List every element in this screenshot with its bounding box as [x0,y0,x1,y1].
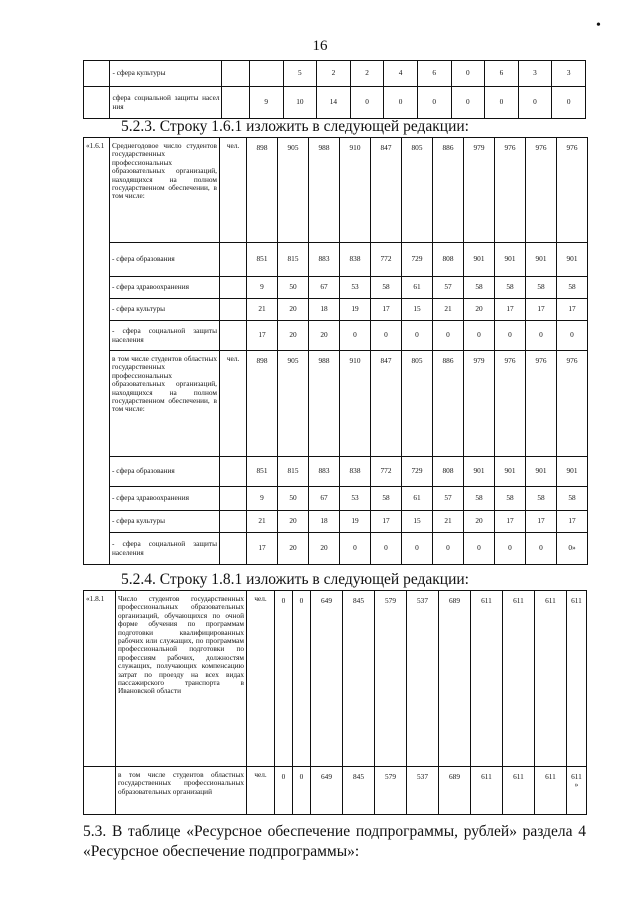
value-cell: 729 [402,243,433,277]
table-top [83,60,586,119]
value-cell: 988 [309,351,340,457]
value-cell: 50 [278,487,309,511]
value-cell: 905 [278,138,309,243]
value-cell: 537 [407,591,439,767]
row-label: - сфера здравоохранения [110,277,220,299]
unit-cell [220,277,247,299]
value-cell: 58 [557,487,588,511]
value-cell: 58 [495,277,526,299]
value-cell: 0 [433,321,464,351]
value-cell: 901 [464,457,495,487]
value-cell: 17 [495,299,526,321]
value-cell: 20 [278,511,309,533]
value-cell: 901 [526,243,557,277]
unit-cell [220,511,247,533]
value-cell: 976 [557,138,588,243]
value-cell: 901 [495,243,526,277]
value-cell: 847 [371,138,402,243]
value-cell: 729 [402,457,433,487]
value-cell: 0 [402,321,433,351]
unit-cell [220,243,247,277]
value-cell: 17 [247,533,278,565]
value-cell: 0 [340,321,371,351]
table-row [84,511,588,533]
value-cell: 910 [340,351,371,457]
value-cell: 0 [552,87,586,119]
value-cell: 979 [464,138,495,243]
value-cell: 611 [503,591,535,767]
value-cell: 61 [402,277,433,299]
value-cell: 15 [402,511,433,533]
value-cell: 0 [464,321,495,351]
value-cell: 611 » [567,767,587,815]
value-cell: 0 [451,87,485,119]
value-cell: 649 [311,767,343,815]
table-row [84,138,588,243]
code-cell [84,767,116,815]
value-cell: 6 [417,61,451,87]
value-cell: 0 [495,321,526,351]
paragraph-5-3: 5.3. В таблице «Ресурсное обеспечение подпрограммы, рублей» раздела 4 «Ресурсное обеспечение подпрограммы»: [83,823,586,860]
value-cell: 3 [518,61,552,87]
value-cell: 901 [557,457,588,487]
unit-cell: чел. [247,767,275,815]
heading-5-2-4: 5.2.4. Строку 1.8.1 изложить в следующей редакции: [121,571,469,588]
value-cell: 611 [471,767,503,815]
value-cell: 17 [371,299,402,321]
row-code: «1.6.1 [84,138,110,565]
value-cell: 10 [283,87,317,119]
value-cell: 976 [557,351,588,457]
table-row [84,767,587,815]
value-cell: 0 [371,533,402,565]
value-cell: 0 [384,87,418,119]
value-cell: 0 [464,533,495,565]
value-cell: 19 [340,299,371,321]
value-cell: 3 [552,61,586,87]
value-cell: 61 [402,487,433,511]
value-cell: 0 [293,591,311,767]
value-cell: 0 [293,767,311,815]
value-cell: 58 [371,487,402,511]
value-cell: 0 [417,87,451,119]
value-cell: 815 [278,243,309,277]
value-cell: 901 [526,457,557,487]
value-cell: 901 [464,243,495,277]
value-cell: 58 [464,487,495,511]
value-cell: 53 [340,277,371,299]
page-number: 16 [312,38,328,54]
row-code: «1.8.1 [84,591,116,767]
value-cell: 0 [402,533,433,565]
value-cell: 883 [309,457,340,487]
value-cell: 901 [495,457,526,487]
value-cell: 0 [433,533,464,565]
unit-cell: чел. [220,351,247,457]
value-cell: 20 [278,533,309,565]
table-row [84,487,588,511]
value-cell: 2 [350,61,384,87]
table-row [84,277,588,299]
value-cell: 19 [340,511,371,533]
corner-mark: • [596,18,601,33]
value-cell: 0 [451,61,485,87]
value-cell: 17 [526,511,557,533]
value-cell: 838 [340,243,371,277]
value-cell: 21 [247,299,278,321]
table-1-6-1 [83,137,588,565]
unit-cell [220,457,247,487]
value-cell: 20 [464,511,495,533]
value-cell: 58 [464,277,495,299]
value-cell: 979 [464,351,495,457]
value-cell: 0 [526,321,557,351]
row-label: в том числе студентов областных государственных профессиональных образовательных организаций, находящихся на полном государственном обеспечении, в том числе: [110,351,220,457]
value-cell: 689 [439,767,471,815]
value-cell: 58 [526,277,557,299]
value-cell: 579 [375,767,407,815]
value-cell: 58 [557,277,588,299]
value-cell: 67 [309,277,340,299]
value-cell: 851 [247,243,278,277]
value-cell: 611 [471,591,503,767]
value-cell: 17 [526,299,557,321]
value-cell: 58 [495,487,526,511]
row-label: - сфера культуры [110,299,220,321]
heading-5-2-3: 5.2.3. Строку 1.6.1 изложить в следующей редакции: [121,118,469,135]
value-cell: 772 [371,243,402,277]
row-label: в том числе студентов областных государственных профессиональных образовательных организаций [116,767,247,815]
row-label: - сфера культуры [110,511,220,533]
value-cell: 9 [247,277,278,299]
value-cell: 976 [526,138,557,243]
value-cell: 57 [433,487,464,511]
value-cell: 883 [309,243,340,277]
value-cell: 772 [371,457,402,487]
value-cell: 17 [557,299,588,321]
value-cell: 851 [247,457,278,487]
value-cell: 9 [249,87,283,119]
value-cell: 0 [495,533,526,565]
value-cell: 611 [535,767,567,815]
value-cell: 988 [309,138,340,243]
value-cell: 18 [309,511,340,533]
value-cell: 53 [340,487,371,511]
value-cell: 67 [309,487,340,511]
unit-cell [220,487,247,511]
table-row [84,243,588,277]
row-label: - сфера культуры [110,61,222,87]
value-cell: 808 [433,457,464,487]
unit-cell: чел. [247,591,275,767]
row-label: - сфера социальной защиты населения [110,321,220,351]
value-cell: 18 [309,299,340,321]
table-row [84,533,588,565]
value-cell: 0» [557,533,588,565]
row-label: - сфера социальной защиты населения [110,533,220,565]
value-cell: 17 [247,321,278,351]
value-cell: 15 [402,299,433,321]
row-label: Среднегодовое число студентов государственных профессиональных образовательных организаций, находящихся на полном государственном обеспечении, в том числе: [110,138,220,243]
value-cell: 886 [433,351,464,457]
value-cell: 976 [495,138,526,243]
value-cell: 2 [317,61,351,87]
value-cell: 0 [485,87,519,119]
value-cell: 5 [283,61,317,87]
value-cell: 808 [433,243,464,277]
value-cell: 21 [433,299,464,321]
unit-cell [220,321,247,351]
table-row [84,87,586,119]
table-row [84,591,587,767]
table-row [84,321,588,351]
unit-cell [220,533,247,565]
value-cell: 898 [247,138,278,243]
value-cell: 976 [495,351,526,457]
value-cell: 845 [343,591,375,767]
value-cell: 689 [439,591,471,767]
value-cell: 537 [407,767,439,815]
value-cell: 14 [317,87,351,119]
empty-cell [249,61,283,87]
unit-cell: чел. [220,138,247,243]
table-1-8-1 [83,590,587,815]
value-cell: 17 [557,511,588,533]
row-label: - сфера образования [110,243,220,277]
value-cell: 0 [275,767,293,815]
value-cell: 20 [278,299,309,321]
code-cell [84,61,110,87]
value-cell: 0 [557,321,588,351]
unit-cell [220,299,247,321]
value-cell: 17 [371,511,402,533]
value-cell: 0 [371,321,402,351]
value-cell: 815 [278,457,309,487]
row-label: - сфера образования [110,457,220,487]
value-cell: 886 [433,138,464,243]
value-cell: 4 [384,61,418,87]
table-row [84,299,588,321]
value-cell: 20 [309,533,340,565]
table-row [84,61,586,87]
value-cell: 847 [371,351,402,457]
row-label: - сфера здравоохранения [110,487,220,511]
unit-cell [222,61,249,87]
value-cell: 0 [275,591,293,767]
value-cell: 805 [402,138,433,243]
value-cell: 21 [433,511,464,533]
value-cell: 0 [526,533,557,565]
value-cell: 58 [526,487,557,511]
table-row [84,351,588,457]
value-cell: 611 [503,767,535,815]
value-cell: 0 [350,87,384,119]
value-cell: 611 [567,591,587,767]
code-cell [84,87,110,119]
value-cell: 579 [375,591,407,767]
table-row [84,457,588,487]
value-cell: 649 [311,591,343,767]
value-cell: 6 [485,61,519,87]
value-cell: 898 [247,351,278,457]
value-cell: 910 [340,138,371,243]
value-cell: 20 [464,299,495,321]
row-label: Число студентов государственных профессиональных образовательных организаций, обучающихся по очной форме обучения по программам подготовки квалифицированных рабочих или служащих, по программам профессиональной подготовки по профессиям рабочих, должностям служащих, получающих компенсацию затрат по проезду на всех видах пассажирского транспорта в Ивановской области [116,591,247,767]
value-cell: 0 [340,533,371,565]
value-cell: 21 [247,511,278,533]
value-cell: 805 [402,351,433,457]
value-cell: 838 [340,457,371,487]
value-cell: 976 [526,351,557,457]
value-cell: 57 [433,277,464,299]
value-cell: 50 [278,277,309,299]
value-cell: 17 [495,511,526,533]
value-cell: 845 [343,767,375,815]
empty-cell [222,87,249,119]
value-cell: 0 [518,87,552,119]
value-cell: 611 [535,591,567,767]
row-label: сфера социальной защиты насел ния [110,87,222,119]
value-cell: 20 [309,321,340,351]
value-cell: 9 [247,487,278,511]
value-cell: 905 [278,351,309,457]
value-cell: 901 [557,243,588,277]
value-cell: 20 [278,321,309,351]
value-cell: 58 [371,277,402,299]
